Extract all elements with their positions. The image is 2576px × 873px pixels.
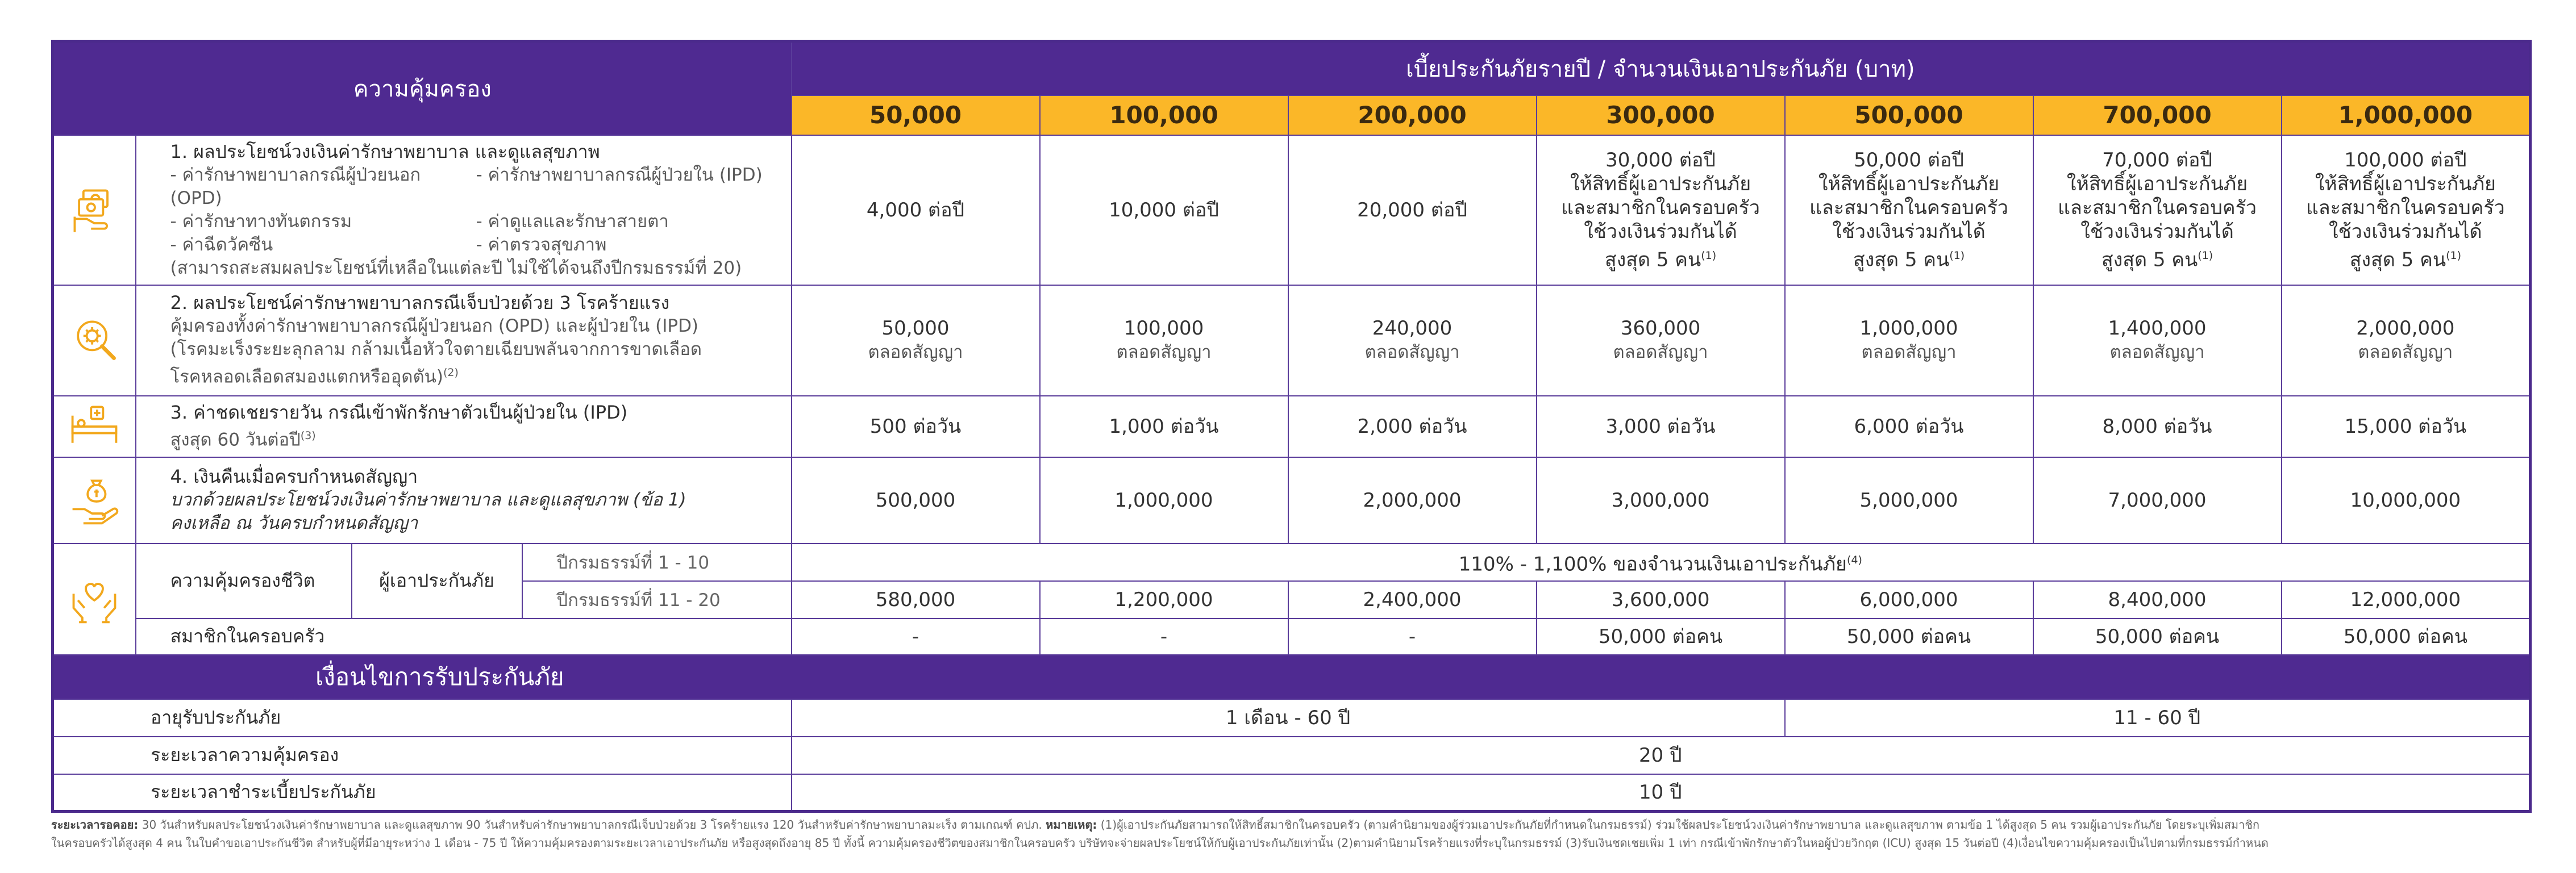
entry-age-value: 11 - 60 ปี: [1785, 699, 2531, 737]
benefit-description: [136, 135, 792, 285]
footnote-text: ในครอบครัวได้สูงสุด 4 คน ในใบคำขอเอาประกันชีวิต สำหรับผู้ที่มีอายุระหว่าง 1 เดือน - 75 ปี ให้ความคุ้มครองตามระยะเวลาเอาประกันภัย หรือสูงสุดถึงอายุ 85 ปี ทั้งนี้ ความคุ้มครองชีวิตของสมาชิกในครอบครัว บริษัทจะจ่ายผลประโยชน์ให้กับผู้เอาประกันภัยเท่านั้น (2)ตามคำนิยามโรคร้ายแรงที่ระบุในกรมธรรม์ (3)รับเงินชดเชยเพิ่ม 1 เท่า กรณีเข้าพักรักษาตัวในหอผู้ป่วยวิกฤต (ICU) สูงสุด 15 วันต่อปี (4)เงื่อนไขความคุ้มครองเป็นไปตามที่กรมธรรม์กำหนด: [51, 836, 2269, 850]
family-line: ให้สิทธิ์ผู้เอาประกันภัย: [2066, 172, 2248, 195]
family-life-value: -: [792, 619, 1040, 655]
value-period: ตลอดสัญญา: [1613, 342, 1708, 362]
benefit-value: 10,000 ต่อปี: [1040, 135, 1288, 285]
value-amount: 50,000: [881, 317, 950, 340]
benefit-value: 2,000 ต่อวัน: [1288, 396, 1537, 457]
family-benefit-value: [2282, 135, 2531, 285]
footnote-ref: (1): [2198, 249, 2213, 262]
benefit-value: 15,000 ต่อวัน: [2282, 396, 2531, 457]
family-life-value: 50,000 ต่อคน: [2033, 619, 2282, 655]
benefit-value: 6,000 ต่อวัน: [1785, 396, 2033, 457]
value-period: ตลอดสัญญา: [2109, 342, 2205, 362]
family-benefit-value: [2033, 135, 2282, 285]
footnote-ref: (1): [1949, 249, 1965, 262]
benefit-value: [792, 285, 1040, 396]
benefit-icon-cell: [53, 544, 136, 655]
benefit-value: [1040, 285, 1288, 396]
family-line: ให้สิทธิ์ผู้เอาประกันภัย: [2315, 172, 2496, 195]
family-line: และสมาชิกในครอบครัว: [2058, 196, 2257, 219]
magnifier-virus-icon: [67, 313, 122, 367]
benefit-value: 500 ต่อวัน: [792, 396, 1040, 457]
plan-header: 500,000: [1785, 95, 2033, 135]
benefit-value: [1785, 285, 2033, 396]
value-period: ตลอดสัญญา: [1861, 342, 1957, 362]
benefit-item: - ค่าตรวจสุขภาพ: [476, 234, 607, 255]
benefit-value: 2,000,000: [1288, 457, 1537, 544]
benefit-value: [1288, 285, 1537, 396]
condition-row: [53, 737, 2531, 774]
footnote-ref: (1): [1701, 249, 1717, 262]
benefit-title: 3. ค่าชดเชยรายวัน กรณีเข้าพักรักษาตัวเป็นผู้ป่วยใน (IPD): [170, 401, 628, 423]
benefit-value: 1,000,000: [1040, 457, 1288, 544]
conditions-header: [53, 655, 2531, 699]
family-line: สูงสุด 5 คน: [2101, 248, 2198, 271]
entry-age-label: อายุรับประกันภัย: [53, 699, 792, 737]
family-amount: 50,000 ต่อปี: [1854, 148, 1964, 172]
family-line: ใช้วงเงินร่วมกันได้: [2080, 220, 2234, 243]
value-period: ตลอดสัญญา: [1364, 342, 1460, 362]
family-life-value: -: [1040, 619, 1288, 655]
value-period: ตลอดสัญญา: [868, 342, 963, 362]
life-benefit-value: 580,000: [792, 581, 1040, 619]
benefit-description: [136, 457, 792, 544]
family-amount: 30,000 ต่อปี: [1605, 148, 1716, 172]
benefit-item: - ค่าฉีดวัคซีน: [170, 234, 273, 255]
life-benefit-value: 8,400,000: [2033, 581, 2282, 619]
benefit-value: 7,000,000: [2033, 457, 2282, 544]
money-bill-icon: [67, 183, 122, 237]
benefit-value: 3,000,000: [1537, 457, 1785, 544]
benefit-value: 20,000 ต่อปี: [1288, 135, 1537, 285]
life-row: [53, 544, 2531, 581]
value-amount: 360,000: [1620, 317, 1701, 340]
family-amount: 100,000 ต่อปี: [2344, 148, 2467, 172]
benefit-row: [53, 135, 2531, 285]
family-line: และสมาชิกในครอบครัว: [1809, 196, 2008, 219]
benefit-value: 4,000 ต่อปี: [792, 135, 1040, 285]
benefit-line: (โรคมะเร็งระยะลุกลาม กล้ามเนื้อหัวใจตายเฉียบพลันจากการขาดเลือด: [170, 339, 702, 360]
footnote-ref: (2): [443, 366, 459, 379]
value-amount: 2,000,000: [2356, 317, 2455, 340]
value-period: ตลอดสัญญา: [1116, 342, 1212, 362]
plan-header: 300,000: [1537, 95, 1785, 135]
premium-term-label: ระยะเวลาชำระเบี้ยประกันภัย: [53, 774, 792, 812]
condition-row: [53, 699, 2531, 737]
benefit-item: - ค่ารักษาพยาบาลกรณีผู้ป่วยนอก (OPD): [170, 164, 421, 208]
benefit-value: 1,000 ต่อวัน: [1040, 396, 1288, 457]
footnote-ref: (1): [2446, 249, 2461, 262]
value-amount: 100,000: [1123, 317, 1204, 340]
family-line: ให้สิทธิ์ผู้เอาประกันภัย: [1818, 172, 2000, 195]
benefit-icon-cell: [53, 135, 136, 285]
family-life-value: 50,000 ต่อคน: [2282, 619, 2531, 655]
benefit-row: [53, 285, 2531, 396]
family-life-value: 50,000 ต่อคน: [1537, 619, 1785, 655]
benefit-line: คงเหลือ ณ วันครบกำหนดสัญญา: [170, 513, 418, 533]
policy-year-label: ปีกรมธรรม์ที่ 1 - 10: [522, 544, 792, 581]
benefit-title: 1. ผลประโยชน์วงเงินค่ารักษาพยาบาล และดูแลสุขภาพ: [170, 140, 600, 162]
benefit-item: - ค่าดูแลและรักษาสายตา: [476, 211, 669, 232]
footnote-ref: (4): [1846, 553, 1862, 566]
premium-term-value: 10 ปี: [792, 774, 2531, 812]
family-member-label: สมาชิกในครอบครัว: [136, 619, 792, 655]
value-period: ตลอดสัญญา: [2358, 342, 2453, 362]
life-benefit-value: 3,600,000: [1537, 581, 1785, 619]
footnote: [51, 816, 2529, 861]
family-line: และสมาชิกในครอบครัว: [1561, 196, 1760, 219]
footnote-ref: (3): [300, 429, 316, 442]
hand-money-bag-icon: [67, 473, 122, 528]
benefit-value: [2033, 285, 2282, 396]
benefit-line: โรคหลอดเลือดสมองแตกหรืออุดตัน): [170, 366, 443, 387]
benefit-note: (สามารถสะสมผลประโยชน์ที่เหลือในแต่ละปี ไม่ใช้ได้จนถึงปีกรมธรรม์ที่ 20): [170, 257, 742, 278]
family-line: สูงสุด 5 คน: [1604, 248, 1701, 271]
benefit-title: 2. ผลประโยชน์ค่ารักษาพยาบาลกรณีเจ็บป่วยด้วย 3 โรคร้ายแรง: [170, 292, 670, 314]
coverage-term-value: 20 ปี: [792, 737, 2531, 774]
benefit-title: 4. เงินคืนเมื่อครบกำหนดสัญญา: [170, 466, 418, 487]
benefit-line: คุ้มครองทั้งค่ารักษาพยาบาลกรณีผู้ป่วยนอก (OPD) และผู้ป่วยใน (IPD): [170, 316, 699, 337]
coverage-term-label: ระยะเวลาความคุ้มครอง: [53, 737, 792, 774]
value-amount: 1,400,000: [2108, 317, 2207, 340]
hands-heart-icon: [67, 572, 122, 626]
coverage-table: [51, 40, 2532, 813]
life-coverage-label: ความคุ้มครองชีวิต: [136, 544, 352, 619]
plan-header: 200,000: [1288, 95, 1537, 135]
family-benefit-value: [1537, 135, 1785, 285]
benefit-item: - ค่ารักษาทางทันตกรรม: [170, 211, 352, 232]
family-line: และสมาชิกในครอบครัว: [2306, 196, 2505, 219]
family-line: ใช้วงเงินร่วมกันได้: [1832, 220, 1986, 243]
benefit-value: 3,000 ต่อวัน: [1537, 396, 1785, 457]
plan-header: 700,000: [2033, 95, 2282, 135]
footnote-text: 30 วันสำหรับผลประโยชน์วงเงินค่ารักษาพยาบาล และดูแลสุขภาพ 90 วันสำหรับค่ารักษาพยาบาลกรณีเจ็บป่วยด้วย 3 โรคร้ายแรง 120 วันสำหรับค่ารักษาพยาบาลมะเร็ง ตามเกณฑ์ คปภ.: [138, 818, 1046, 832]
coverage-header: ความคุ้มครอง: [53, 41, 792, 135]
life-benefit-value: 6,000,000: [1785, 581, 2033, 619]
footnote-text: (1)ผู้เอาประกันภัยสามารถให้สิทธิ์สมาชิกในครอบครัว (ตามคำนิยามของผู้ร่วมเอาประกันภัยที่กำหนดในกรมธรรม์) ร่วมใช้ผลประโยชน์วงเงินค่ารักษาพยาบาล และดูแลสุขภาพ ตามข้อ 1 ได้สูงสุด 5 คน รวมผู้เอาประกันภัย โดยระบุเพิ่มสมาชิก: [1097, 818, 2260, 832]
benefit-value: [1537, 285, 1785, 396]
family-line: สูงสุด 5 คน: [1853, 248, 1950, 271]
footnote-lead: ระยะเวลารอคอย:: [51, 818, 139, 832]
benefit-row: [53, 457, 2531, 544]
family-amount: 70,000 ต่อปี: [2102, 148, 2212, 172]
benefit-line: บวกด้วยผลประโยชน์วงเงินค่ารักษาพยาบาล และดูแลสุขภาพ (ข้อ 1): [170, 490, 686, 510]
hospital-bed-icon: [67, 399, 122, 454]
benefit-value: [2282, 285, 2531, 396]
life-benefit-value: 12,000,000: [2282, 581, 2531, 619]
footnote-note-lead: หมายเหตุ:: [1046, 818, 1097, 832]
family-line: สูงสุด 5 คน: [2349, 248, 2446, 271]
benefit-line: สูงสุด 60 วันต่อปี: [170, 429, 301, 450]
value-amount: 1,000,000: [1859, 317, 1958, 340]
plan-header: 100,000: [1040, 95, 1288, 135]
benefit-row: [53, 396, 2531, 457]
conditions-title: เงื่อนไขการรับประกันภัย: [315, 662, 564, 691]
life-benefit-text: 110% - 1,100% ของจำนวนเงินเอาประกันภัย: [1458, 553, 1847, 576]
family-life-value: -: [1288, 619, 1537, 655]
plan-header: 50,000: [792, 95, 1040, 135]
benefit-description: [136, 396, 792, 457]
value-amount: 240,000: [1372, 317, 1453, 340]
premium-header: เบี้ยประกันภัยรายปี / จำนวนเงินเอาประกันภัย (บาท): [792, 41, 2531, 95]
benefit-value: 5,000,000: [1785, 457, 2033, 544]
entry-age-value: 1 เดือน - 60 ปี: [792, 699, 1785, 737]
life-benefit-value: 2,400,000: [1288, 581, 1537, 619]
family-life-value: 50,000 ต่อคน: [1785, 619, 2033, 655]
benefit-item: - ค่ารักษาพยาบาลกรณีผู้ป่วยใน (IPD): [476, 164, 763, 185]
family-benefit-value: [1785, 135, 2033, 285]
family-line: ให้สิทธิ์ผู้เอาประกันภัย: [1570, 172, 1751, 195]
life-benefit-value: [792, 544, 2531, 581]
condition-row: [53, 774, 2531, 812]
benefit-icon-cell: [53, 457, 136, 544]
benefit-value: 10,000,000: [2282, 457, 2531, 544]
insured-label: ผู้เอาประกันภัย: [352, 544, 522, 619]
policy-year-label: ปีกรมธรรม์ที่ 11 - 20: [522, 581, 792, 619]
family-line: ใช้วงเงินร่วมกันได้: [1584, 220, 1737, 243]
life-row: [53, 619, 2531, 655]
benefit-description: [136, 285, 792, 396]
benefit-icon-cell: [53, 396, 136, 457]
benefit-icon-cell: [53, 285, 136, 396]
life-benefit-value: 1,200,000: [1040, 581, 1288, 619]
benefit-value: 500,000: [792, 457, 1040, 544]
benefit-value: 8,000 ต่อวัน: [2033, 396, 2282, 457]
family-line: ใช้วงเงินร่วมกันได้: [2329, 220, 2482, 243]
plan-header: 1,000,000: [2282, 95, 2531, 135]
